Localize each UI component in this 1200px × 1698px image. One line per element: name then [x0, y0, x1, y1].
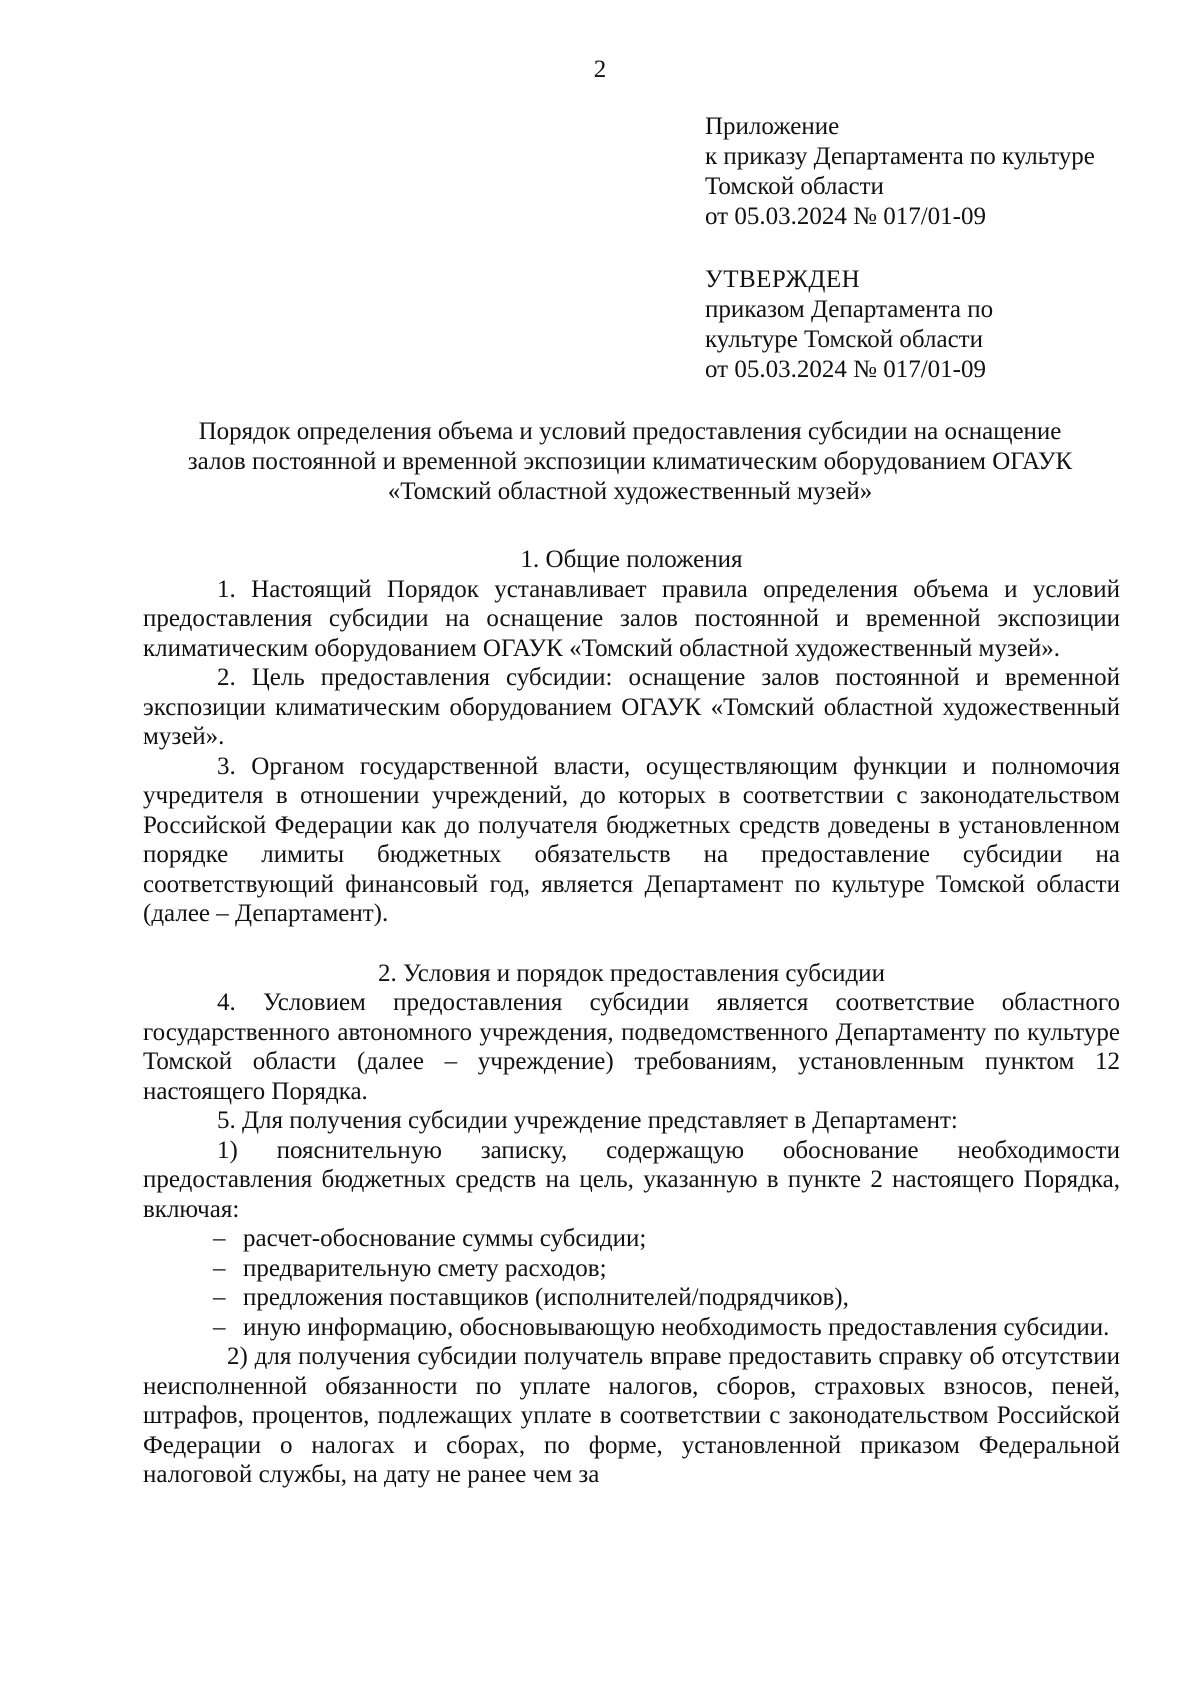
list-item: – предварительную смету расходов;: [213, 1254, 1120, 1284]
paragraph-2: 2. Цель предоставления субсидии: оснащение залов постоянной и временной экспозиции климатическим оборудованием ОГАУК «Томский областной художественный музей».: [143, 664, 1120, 750]
list-item: – иную информацию, обосновывающую необходимость предоставления субсидии.: [213, 1313, 1120, 1343]
approved-line: от 05.03.2024 № 017/01-09: [705, 356, 986, 383]
approved-block: [705, 265, 1185, 385]
approved-line: культуре Томской области: [705, 326, 983, 353]
appendix-line: Томской области: [705, 173, 884, 200]
paragraph-1: 1. Настоящий Порядок устанавливает правила определения объема и условий предоставления субсидии на оснащение залов постоянной и временной экспозиции климатическим оборудованием ОГАУК «Томский областной художественный музей».: [143, 575, 1120, 662]
paragraph-4: 4. Условием предоставления субсидии является соответствие областного государственного автономного учреждения, подведомственного Департаменту по культуре Томской области (далее – учреждение) требованиям, установленным пунктом 12 настоящего Порядка.: [143, 989, 1120, 1105]
appendix-line: Приложение: [705, 113, 840, 140]
document-title-line: Порядок определения объема и условий предоставления субсидии на оснащение: [198, 418, 1062, 445]
approved-heading: УТВЕРЖДЕН: [705, 266, 861, 293]
section-heading: 1. Общие положения: [520, 546, 743, 573]
appendix-line: от 05.03.2024 № 017/01-09: [705, 203, 986, 230]
document-title-line: залов постоянной и временной экспозиции климатическим оборудованием ОГАУК: [187, 448, 1073, 475]
document-body: [143, 545, 1120, 1490]
appendix-line: к приказу Департамента по культуре: [705, 143, 1095, 170]
section-heading: 2. Условия и порядок предоставления субсидии: [378, 959, 885, 987]
document-title-line: «Томский областной художественный музей»: [387, 478, 873, 505]
paragraph-5: 5. Для получения субсидии учреждение представляет в Департамент:: [217, 1107, 958, 1134]
list-item: – расчет-обоснование суммы субсидии;: [213, 1224, 1120, 1254]
list-item: – предложения поставщиков (исполнителей/подрядчиков),: [213, 1283, 1120, 1313]
approved-line: приказом Департамента по: [705, 296, 994, 323]
dash-list: [143, 1224, 1120, 1342]
paragraph-3: 3. Органом государственной власти, осуществляющим функции и полномочия учредителя в отношении учреждений, до которых в соответствии с законодательством Российской Федерации как до получателя бюджетных средств доведены в установленном порядке лимиты бюджетных обязательств на предоставление субсидии на соответствующий финансовый год, является Департамент по культуре Томской области (далее – Департамент).: [143, 752, 1120, 927]
appendix-block: [705, 112, 1185, 232]
page-number: 2: [593, 56, 607, 83]
list-item-1: 1) пояснительную записку, содержащую обоснование необходимости предоставления бюджетных средств на цель, указанную в пункте 2 настоящего Порядка, включая:: [143, 1136, 1120, 1223]
document-title: [140, 417, 1120, 507]
list-item-2: 2) для получения субсидии получатель вправе предоставить справку об отсутствии неисполненной обязанности по уплате налогов, сборов, страховых взносов, пеней, штрафов, процентов, подлежащих уплате в соответствии с законодательством Российской Федерации о налогах и сборах, по форме, установленной приказом Федеральной налоговой службы, на дату не ранее чем за: [143, 1343, 1120, 1488]
